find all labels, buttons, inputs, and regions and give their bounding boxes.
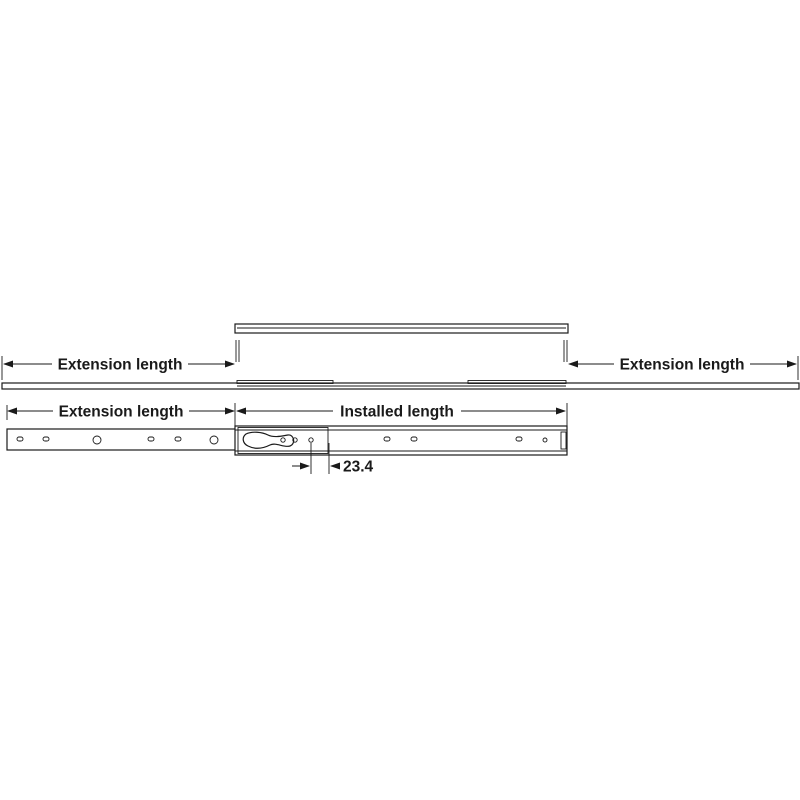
- slide-side-view: [7, 426, 567, 455]
- offset-dimension-label: 23.4: [343, 458, 374, 476]
- dimension-extension-right-top: [568, 357, 797, 374]
- dimension-installed-length: [235, 403, 567, 428]
- installed-length-label: Installed length: [340, 403, 454, 421]
- dimension-extension-bottom: [7, 404, 235, 421]
- extension-length-label-right-top: Extension length: [619, 356, 745, 374]
- extension-length-label-bottom: Extension length: [58, 403, 184, 421]
- extended-rail: [2, 381, 799, 390]
- dimension-extension-left-top: [3, 357, 235, 374]
- extension-length-label-left-top: Extension length: [57, 356, 183, 374]
- drawer-member: [235, 324, 568, 333]
